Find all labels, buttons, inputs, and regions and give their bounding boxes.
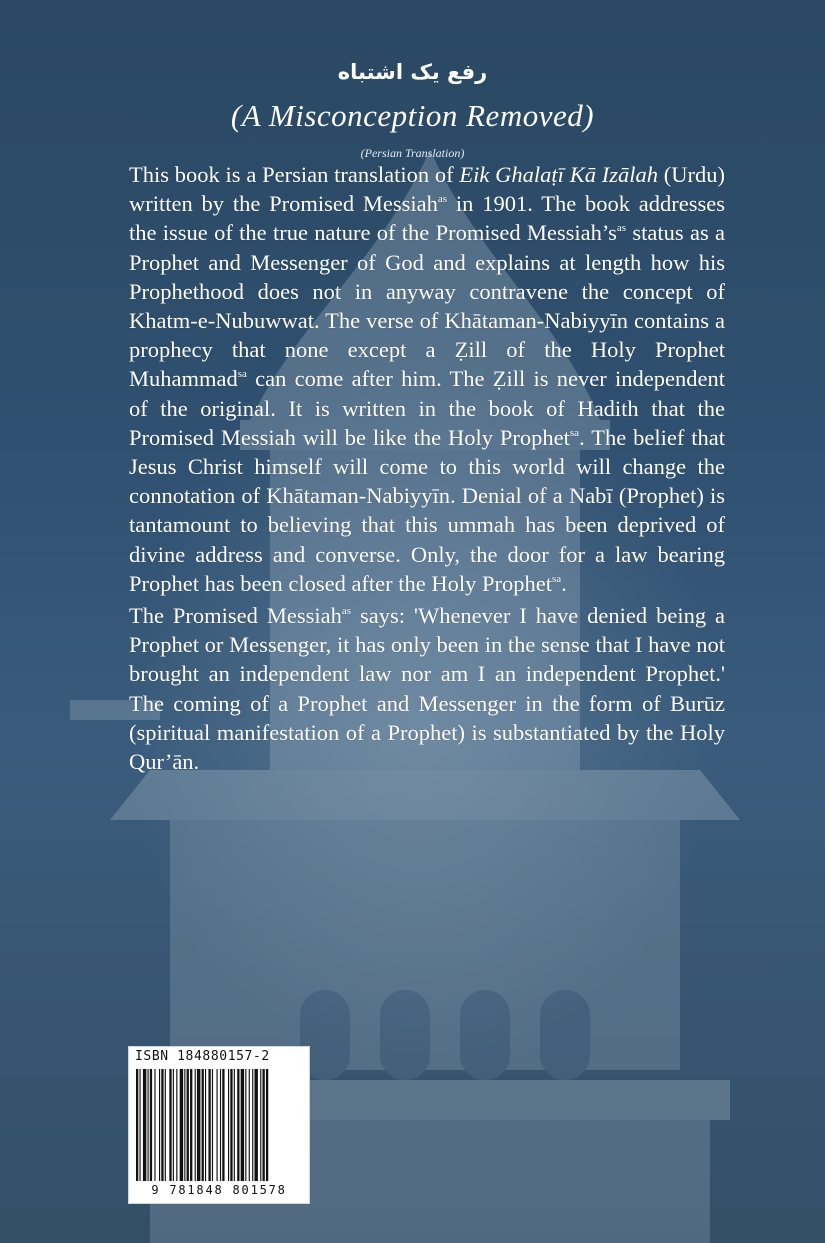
barcode-bar [173,1069,174,1181]
blurb-text-segment: This book is a Persian translation of [129,162,460,187]
blurb-text-segment: can come after him. The Ẓill is never independent of the original. It is written in the book of Hadith that the Promised Messiah will be like the Holy Prophet [129,366,725,450]
barcode-bar [161,1069,163,1181]
barcode-bar [234,1069,235,1181]
barcode-bar [190,1069,192,1181]
barcode-bar [169,1069,171,1181]
barcode-bar [263,1069,265,1181]
barcode-bar [241,1069,244,1181]
barcode-bar [228,1069,229,1181]
barcode-bar [148,1069,149,1181]
barcode-bar [245,1069,246,1181]
isbn-barcode [128,1046,310,1204]
barcode-bars [135,1069,303,1181]
barcode-bar [165,1069,166,1181]
barcode-bar [154,1069,155,1181]
barcode-bar [197,1069,200,1181]
barcode-bar [136,1069,138,1181]
barcode-bar [195,1069,196,1181]
barcode-bar [260,1069,261,1181]
barcode-bar [212,1069,213,1181]
barcode-bar [208,1069,210,1181]
blurb-text-segment: (Urdu) written by the Promised Messiah [129,162,725,217]
isbn-label: ISBN 184880157-2 [135,1049,270,1064]
barcode-bar [176,1069,177,1181]
barcode-bar [184,1069,185,1181]
blurb-paragraph-1 [129,160,725,598]
barcode-bar [230,1069,232,1181]
blurb-text-segment: . The belief that Jesus Christ himself will come to this world will change the connotation of Khātaman-Nabiyyīn. Denial of a Nabī (Prophet) is tantamount to believing that this ummah has been deprived of divine address and converse. Only, the door for a law bearing Prophet has been closed after the Holy Prophet [129,424,725,596]
barcode-bar [180,1069,183,1181]
barcode-bar [139,1069,140,1181]
barcode-bar [202,1069,204,1181]
barcode-bar [150,1069,152,1181]
barcode-bar [217,1069,218,1181]
barcode-bar [220,1069,221,1181]
honorific-superscript: sa [569,426,580,439]
blurb-text-segment: status as a Prophet and Messenger of God and explains at length how his Prophethood does not in anyway contravene the concept of Khatm-e-Nubuwwat. The verse of Khātaman-Nabiyyīn contains a prophecy that none except a Ẓill of the Holy Prophet Muhammad [129,220,725,392]
barcode-bar [254,1069,257,1181]
book-title: (A Misconception Removed) [230,98,595,133]
blurb-text-segment: . [561,570,567,596]
persian-title: رفع یک اشتباه [337,60,488,84]
blurb-text-segment: in 1901. The book addresses the issue of the true nature of the Promised Messiah’s [129,191,726,246]
barcode-bar [249,1069,250,1181]
blurb-paragraph-2 [129,601,725,776]
barcode-bar [205,1069,206,1181]
barcode-bar [222,1069,224,1181]
blurb-text-segment: says: 'Whenever I have denied being a Prophet or Messenger, it has only been in the sense that I have not brought an independent law nor am I an independent Prophet.' The coming of a Prophet and Messenger in the form of Burūz (spiritual manifestation of a Prophet) is substantiated by the Holy Qur’ān. [129,603,725,775]
honorific-superscript: sa [552,572,562,585]
barcode-bar [266,1069,268,1181]
ean-digits: 9 781848 801578 [151,1183,287,1197]
barcode-bar [143,1069,146,1181]
barcode-bar [159,1069,160,1181]
book-subtitle: (Persian Translation) [360,146,465,160]
blurb-text [129,160,725,776]
honorific-superscript: sa [237,368,247,381]
honorific-superscript: as [437,193,448,206]
original-book-title: Eik Ghalaṭī Kā Izālah [459,162,658,187]
barcode-bar [252,1069,253,1181]
barcode-bar [237,1069,239,1181]
honorific-superscript: as [616,222,627,235]
blurb-text-segment: The Promised Messiah [129,603,342,629]
honorific-superscript: as [341,605,352,618]
barcode-bar [187,1069,189,1181]
